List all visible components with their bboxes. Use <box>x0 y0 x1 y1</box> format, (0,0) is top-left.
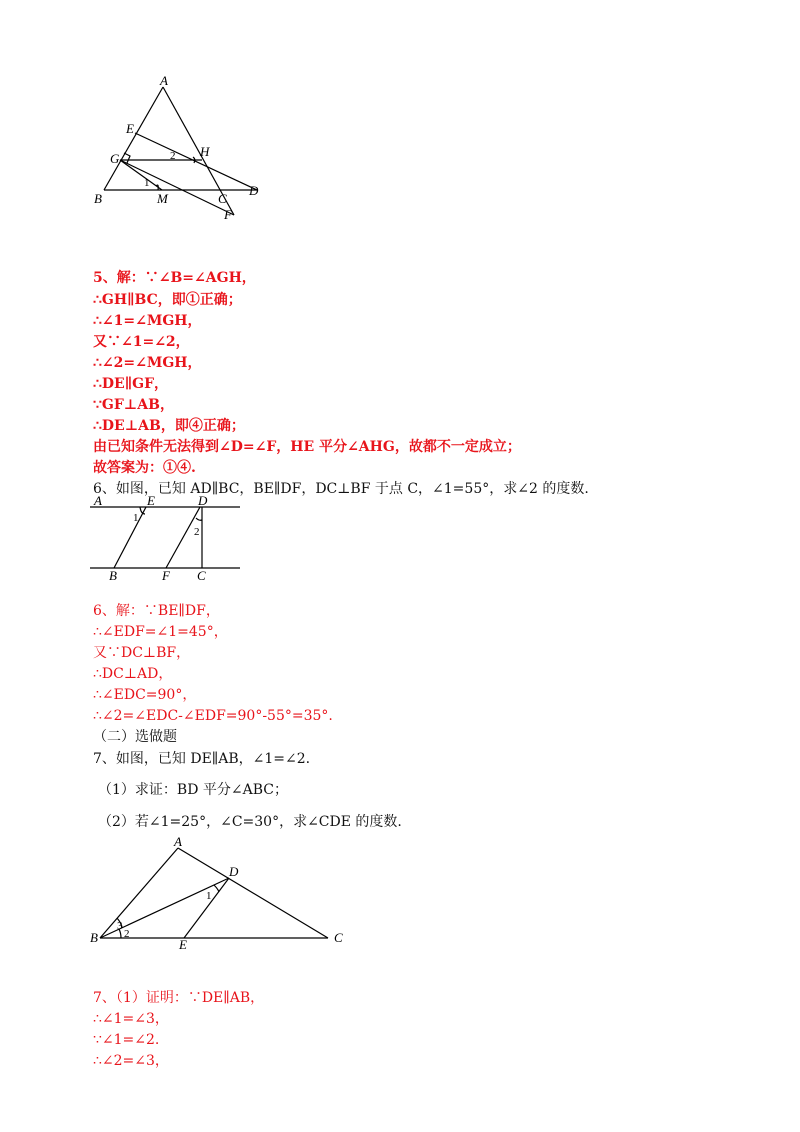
label-A: A <box>174 834 182 849</box>
solution6-line-3: 又∵DC⊥BF， <box>93 645 191 661</box>
label-angle-2: 2 <box>170 150 176 162</box>
problem7-part2: （2）若∠1=25°，∠C=30°，求∠CDE 的度数. <box>98 814 402 830</box>
label-angle-1: 1 <box>206 890 212 902</box>
label-angle-1: 1 <box>133 512 139 524</box>
section-heading: （二）选做题 <box>93 729 177 745</box>
problem6-text: 6、如图，已知 AD∥BC，BE∥DF，DC⊥BF 于点 C，∠1=55°，求∠2 的度数. <box>93 481 589 497</box>
solution5-line-1: 5、解：∵∠B=∠AGH， <box>93 270 256 286</box>
segment-ED <box>135 133 257 190</box>
angle-2-arc <box>196 518 202 520</box>
solution7-line-1: 7、（1）证明：∵DE∥AB， <box>93 990 265 1006</box>
segment-AB <box>104 87 163 190</box>
label-B: B <box>94 191 102 206</box>
solution5-line-4: 又∵∠1=∠2， <box>93 334 190 350</box>
label-M: M <box>157 191 168 206</box>
label-C: C <box>218 191 227 206</box>
label-C: C <box>334 930 343 945</box>
label-F: F <box>162 568 170 583</box>
solution6-line-5: ∴∠EDC=90°， <box>93 687 197 703</box>
solution7-line-3: ∵∠1=∠2. <box>93 1032 160 1048</box>
label-B: B <box>90 930 98 945</box>
solution5-line-10: 故答案为：①④. <box>93 460 196 476</box>
problem7-part1: （1）求证：BD 平分∠ABC； <box>98 782 288 798</box>
angle-1-arc <box>214 885 219 892</box>
solution5-line-9: 由已知条件无法得到∠D=∠F，HE 平分∠AHG，故都不一定成立； <box>93 439 521 455</box>
solution5-line-8: ∴DE⊥AB，即④正确； <box>93 418 245 434</box>
label-G: G <box>110 151 120 166</box>
segment-DE <box>184 878 229 938</box>
figure-problem5 <box>90 75 270 225</box>
solution6-line-4: ∴DC⊥AD， <box>93 666 173 682</box>
label-angle-2: 2 <box>124 928 130 940</box>
segment-BE <box>114 507 146 568</box>
figure-problem7 <box>88 836 358 951</box>
segment-AC <box>178 848 328 938</box>
label-angle-3: 3 <box>117 920 123 932</box>
label-E: E <box>147 493 155 508</box>
label-E: E <box>179 937 187 952</box>
solution5-line-7: ∵GF⊥AB， <box>93 397 174 413</box>
label-A: A <box>160 73 168 88</box>
solution5-line-6: ∴DE∥GF， <box>93 376 169 392</box>
solution5-line-2: ∴GH∥BC，即①正确； <box>93 292 242 308</box>
solution7-line-4: ∴∠2=∠3， <box>93 1053 169 1069</box>
solution6-line-1: 6、解：∵BE∥DF， <box>93 603 220 619</box>
label-H: H <box>200 144 210 159</box>
solution7-line-2: ∴∠1=∠3， <box>93 1011 169 1027</box>
label-E: E <box>126 121 134 136</box>
label-angle-2: 2 <box>194 526 200 538</box>
label-D: D <box>229 864 239 879</box>
figure-problem6 <box>88 493 248 586</box>
label-angle-1: 1 <box>144 177 150 189</box>
segment-GF <box>120 160 234 215</box>
solution5-line-3: ∴∠1=∠MGH， <box>93 313 202 329</box>
segment-AB <box>100 848 178 938</box>
solution6-line-6: ∴∠2=∠EDC-∠EDF=90°-55°=35°. <box>93 708 333 724</box>
label-B: B <box>109 568 117 583</box>
label-A: A <box>94 493 102 508</box>
solution6-line-2: ∴∠EDF=∠1=45°， <box>93 624 228 640</box>
label-F: F <box>224 207 232 222</box>
label-C: C <box>197 568 206 583</box>
label-D: D <box>249 183 259 198</box>
problem7-stem: 7、如图，已知 DE∥AB，∠1=∠2. <box>93 751 311 767</box>
label-D: D <box>198 493 208 508</box>
solution5-line-5: ∴∠2=∠MGH， <box>93 355 202 371</box>
